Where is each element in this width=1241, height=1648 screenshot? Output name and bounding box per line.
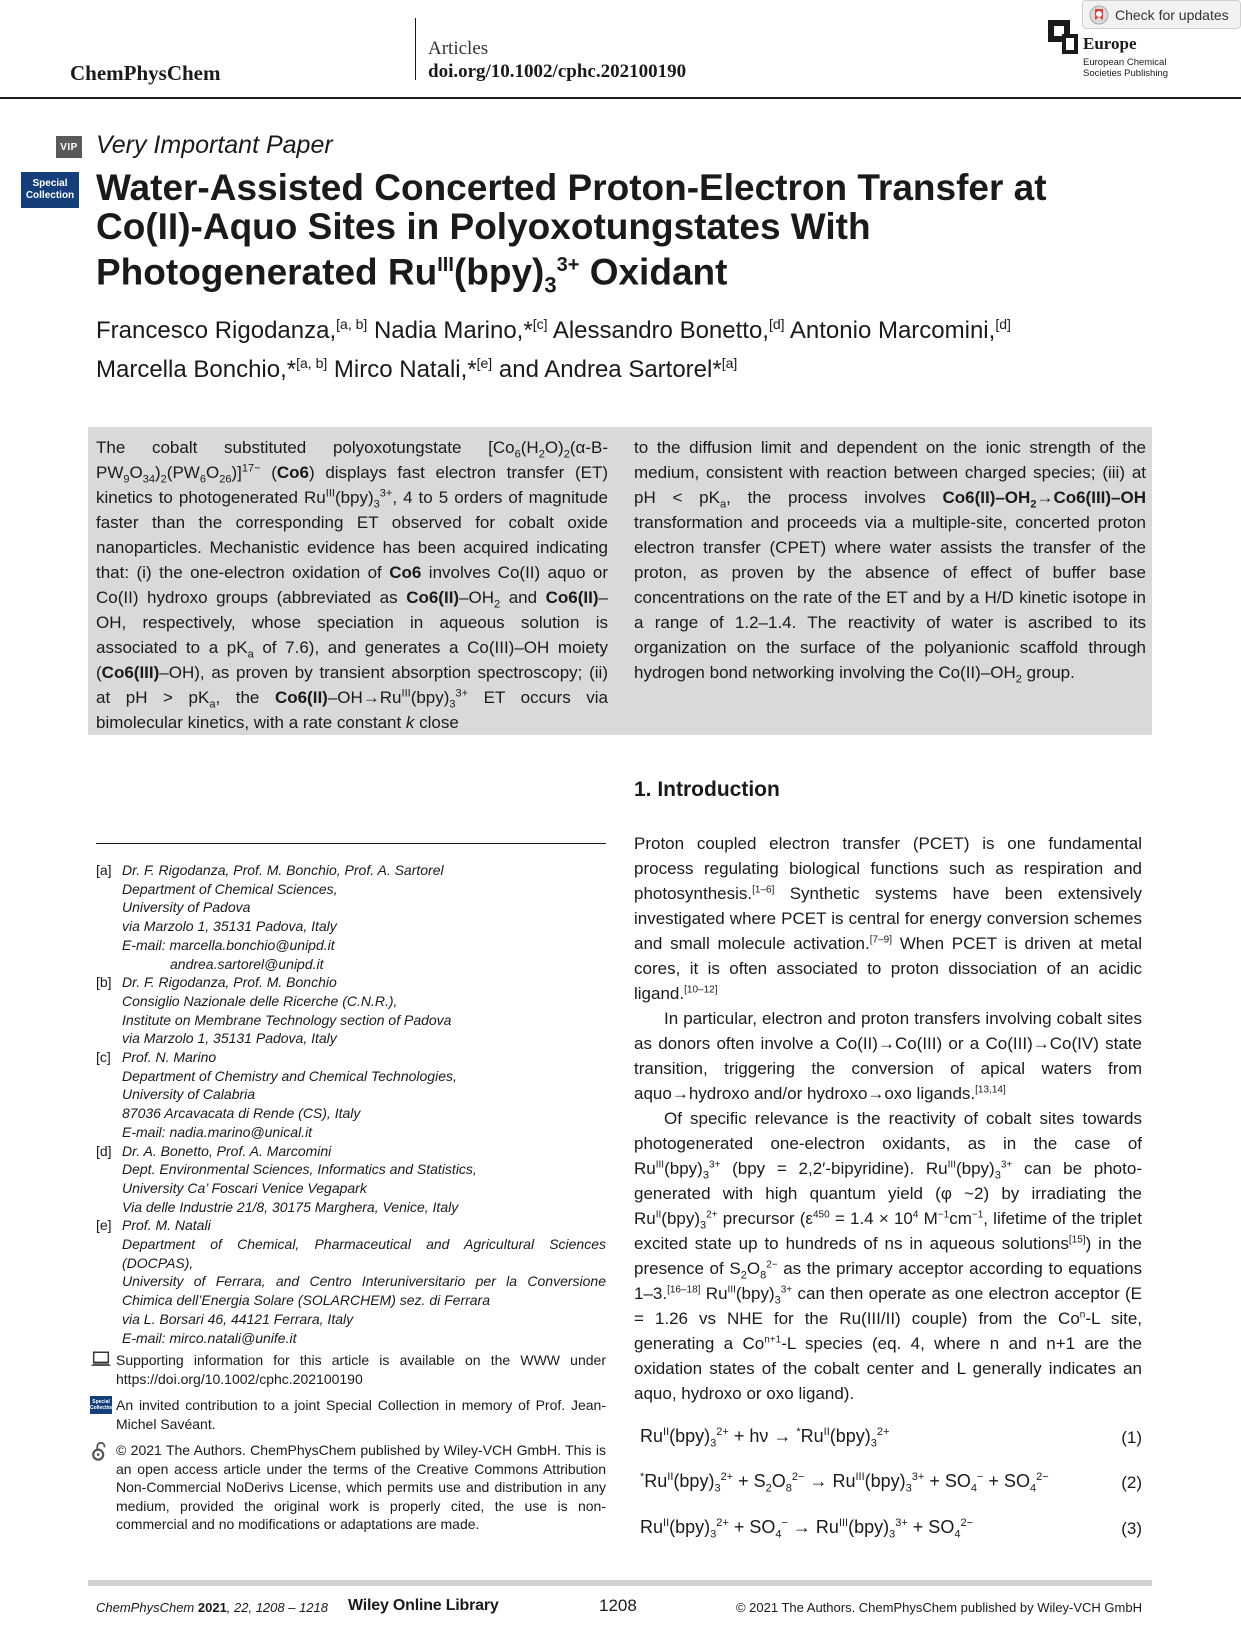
eq-sub: 4 bbox=[1029, 1482, 1037, 1495]
affiliation-line: Dr. A. Bonetto, Prof. A. Marcomini bbox=[122, 1142, 332, 1159]
abstract-sup: 17− bbox=[241, 462, 261, 475]
affiliation-line: Institute on Membrane Technology section of Padova bbox=[122, 1011, 452, 1028]
equation-number: (1) bbox=[1121, 1428, 1142, 1447]
eq-sub: 3 bbox=[889, 1528, 896, 1541]
body-text: (bpy) bbox=[955, 1159, 995, 1178]
abstract-sup: 3+ bbox=[379, 487, 393, 500]
eq-sup: * bbox=[796, 1426, 801, 1438]
affiliation-line: via Marzolo 1, 35131 Padova, Italy bbox=[122, 918, 337, 935]
body-text: In particular, electron and proton transfers involving cobalt sites as donors often involve a Co(II)→Co(III) or a Co(III)→Co(IV) state transition, triggering the conversion of apical waters from aquo→hydroxo and/or hydroxo→oxo ligands. bbox=[634, 1009, 1142, 1103]
publisher-logo-sub-line1: European Chemical bbox=[1083, 57, 1167, 68]
abstract-text: –OH→Ru bbox=[327, 688, 402, 707]
abstract-text: The cobalt substituted polyoxotungstate [Co bbox=[96, 438, 515, 457]
body-sup: −1 bbox=[971, 1209, 984, 1221]
publisher-logo-subtitle bbox=[1083, 57, 1168, 79]
affiliation-email[interactable]: E-mail: marcella.bonchio@unipd.it bbox=[122, 936, 335, 953]
eq-sup: II bbox=[823, 1426, 830, 1438]
equation-expression bbox=[640, 1517, 973, 1541]
body-sup: 3+ bbox=[1000, 1159, 1013, 1171]
special-badge-line1: Special bbox=[32, 178, 68, 189]
affiliation-line: Prof. M. Natali bbox=[122, 1217, 211, 1234]
equation-expression bbox=[640, 1471, 1049, 1495]
body-text: as the primary acceptor according to equations 1–3. bbox=[634, 1259, 1143, 1303]
vip-badge: VIP bbox=[56, 136, 82, 158]
copyright-note bbox=[90, 1441, 606, 1534]
author-sartorel[interactable]: and Andrea Sartorel* bbox=[492, 356, 722, 383]
mini-badge-line2: Collection bbox=[90, 1405, 115, 1411]
abstract-text: O bbox=[129, 463, 143, 482]
affiliation-line: Department of Chemical, Pharmaceutical and Agricultural Sciences bbox=[122, 1236, 606, 1253]
affiliation-key: [c] bbox=[96, 1049, 111, 1066]
reference-link[interactable]: [13,14] bbox=[975, 1084, 1006, 1096]
abstract-bold: →Co6(III)–OH bbox=[1036, 488, 1146, 507]
equation-number: (3) bbox=[1121, 1519, 1142, 1538]
author-affil: [e] bbox=[476, 355, 493, 371]
eq-term: Ru bbox=[640, 1517, 664, 1537]
abstract-text: O bbox=[205, 463, 220, 482]
eq-term: (bpy) bbox=[669, 1426, 711, 1446]
abstract-text: , 4 to 5 orders of magnitude faster than the corresponding ET observed for cobalt oxide nanoparticles. Mechanistic evidence has been acquired indicating that: (i) the one-electron oxidation of bbox=[96, 488, 609, 582]
body-sub: 3 bbox=[774, 1294, 781, 1307]
eq-term: + hν → bbox=[728, 1426, 797, 1446]
abstract-bold: Co6 bbox=[276, 463, 309, 482]
eq-term: + SO bbox=[983, 1471, 1030, 1491]
abstract-sub: 3 bbox=[449, 698, 456, 711]
body-sup: 450 bbox=[813, 1209, 830, 1221]
special-collection-badge[interactable] bbox=[21, 172, 79, 208]
body-text: can then operate as one electron acceptor (E = 1.26 vs NHE for the Ru(III/II) couple) from the Co bbox=[634, 1284, 1142, 1328]
affiliation-line: Dr. F. Rigodanza, Prof. M. Bonchio bbox=[122, 974, 337, 991]
reference-link[interactable]: [10–12] bbox=[684, 984, 718, 996]
body-text: , lifetime of the triplet excited state up to hundreds of ns in aqueous solutions bbox=[634, 1209, 1142, 1253]
affiliation-line: University Ca’ Foscari Venice Vegapark bbox=[122, 1179, 367, 1196]
page-number: 1208 bbox=[599, 1596, 637, 1615]
body-sup: −1 bbox=[937, 1209, 950, 1221]
introduction-heading: 1. Introduction bbox=[634, 778, 780, 801]
section-label: Articles bbox=[428, 38, 489, 59]
body-text: Proton coupled electron transfer (PCET) is one fundamental process regulating biological functions such as respiration and photosynthesis. bbox=[634, 834, 1142, 903]
body-text: Of specific relevance is the reactivity of cobalt sites towards photogenerated one-electron oxidants, as in the case of Ru bbox=[634, 1109, 1142, 1178]
affiliation-email[interactable]: E-mail: nadia.marino@unical.it bbox=[122, 1123, 313, 1140]
vip-label: Very Important Paper bbox=[96, 131, 333, 159]
eq-sub: 2 bbox=[765, 1482, 772, 1495]
footer-year: 2021 bbox=[197, 1600, 227, 1615]
body-text: (bpy) bbox=[735, 1284, 775, 1303]
abstract-text: (α-B-PW bbox=[96, 438, 608, 482]
body-text: = 1.4 × 10 bbox=[829, 1209, 913, 1228]
author-bonetto[interactable]: Alessandro Bonetto, bbox=[547, 317, 769, 344]
abstract-bold: Co6 bbox=[389, 563, 422, 582]
abstract-text: ) displays fast electron transfer (ET) kinetics to photogenerated Ru bbox=[96, 463, 608, 507]
body-text: -L site, generating a Co bbox=[634, 1309, 1142, 1353]
abstract-sub: a bbox=[719, 498, 727, 511]
eq-term: O bbox=[771, 1471, 786, 1491]
affiliation-key: [d] bbox=[96, 1142, 112, 1159]
supporting-info-note bbox=[90, 1351, 606, 1388]
body-sup: n+1 bbox=[764, 1334, 782, 1346]
paper-title bbox=[96, 168, 1176, 305]
laptop-icon bbox=[90, 1351, 116, 1373]
eq-sup: II bbox=[663, 1426, 670, 1438]
affiliation-key: [a] bbox=[96, 862, 112, 878]
supporting-info-text[interactable]: Supporting information for this article is available on the WWW under https://doi.org/10.1002/cphc.202100190 bbox=[116, 1352, 606, 1387]
affiliations bbox=[96, 861, 606, 1347]
eq-sup: 2− bbox=[791, 1471, 805, 1483]
affiliation-d bbox=[96, 1142, 606, 1217]
body-sup: 3+ bbox=[780, 1284, 793, 1296]
introduction-body bbox=[634, 831, 1142, 1406]
eq-term: (bpy) bbox=[848, 1517, 890, 1537]
eq-term: + SO bbox=[924, 1471, 971, 1491]
eq-term: (bpy) bbox=[864, 1471, 906, 1491]
eq-sub: 3 bbox=[870, 1437, 877, 1450]
author-affil: [c] bbox=[532, 316, 548, 332]
abstract-text: close bbox=[414, 713, 459, 732]
body-text: precursor (ε bbox=[717, 1209, 813, 1228]
author-affil: [a, b] bbox=[336, 316, 368, 332]
body-text: (bpy) bbox=[664, 1159, 703, 1178]
abstract-text: transformation and proceeds via a multiple-site, concerted proton electron transfer (CPET) where water assists the transfer of the proton, as proven by the absence of effect of buffer base concentrations on the rate of the ET and by a H/D kinetic isotope in a range of 1.2–1.4. The reactivity of water is ascribed to its organization on the surface of the polyanionic scaffold through hydrogen bond networking involving the Co(II)–OH bbox=[634, 513, 1146, 682]
author-affil: [a] bbox=[721, 355, 738, 371]
author-rigodanza[interactable]: Francesco Rigodanza, bbox=[96, 317, 337, 344]
abstract-text: O) bbox=[544, 438, 564, 457]
body-sub: 3 bbox=[700, 1219, 707, 1232]
eq-term: → Ru bbox=[804, 1471, 856, 1491]
abstract-text: of 7.6), and generates a Co(III)–OH moiety ( bbox=[96, 638, 608, 682]
equation-expression bbox=[640, 1426, 889, 1450]
body-sup: III bbox=[655, 1159, 665, 1171]
abstract-sup: III bbox=[325, 487, 335, 500]
body-sub: 2 bbox=[740, 1269, 747, 1282]
title-line3-c: Oxidant bbox=[579, 251, 728, 293]
title-line3-a: Photogenerated Ru bbox=[96, 251, 438, 293]
body-text: (bpy = 2,2′-bipyridine). Ru bbox=[720, 1159, 948, 1178]
abstract-sub: 2 bbox=[1015, 673, 1022, 686]
eq-sub: 4 bbox=[954, 1528, 961, 1541]
abstract-bold: Co6(II)–OH bbox=[942, 488, 1031, 507]
journal-name: ChemPhysChem bbox=[70, 61, 221, 85]
abstract-sub: 2 bbox=[563, 448, 570, 461]
equation-number: (2) bbox=[1121, 1473, 1142, 1492]
abstract-bold: Co6(II) bbox=[406, 588, 460, 607]
title-charge: 3+ bbox=[556, 254, 580, 276]
body-sub: 3 bbox=[702, 1169, 709, 1182]
footer-rule bbox=[88, 1580, 1152, 1586]
intro-paragraph-3 bbox=[634, 1106, 1142, 1406]
affiliation-key: [e] bbox=[96, 1217, 112, 1234]
eq-sup: − bbox=[976, 1471, 984, 1483]
eq-sub: 8 bbox=[785, 1482, 792, 1495]
abstract-text: –OH, respectively, whose speciation in aqueous solution is associated to a pK bbox=[96, 588, 608, 657]
abstract-text: –OH bbox=[459, 588, 495, 607]
eq-sub: 4 bbox=[970, 1482, 977, 1495]
eq-sup: III bbox=[838, 1517, 849, 1529]
abstract-sub: 2 bbox=[538, 448, 545, 461]
abstract-text: and bbox=[500, 588, 546, 607]
abstract-sub: 34 bbox=[142, 473, 155, 486]
affiliation-line: via L. Borsari 46, 44121 Ferrara, Italy bbox=[122, 1310, 354, 1327]
eq-term: Ru bbox=[644, 1471, 668, 1491]
author-marcomini[interactable]: Antonio Marcomini, bbox=[784, 317, 996, 344]
publisher-logo bbox=[1048, 20, 1238, 84]
eq-sup: 2+ bbox=[720, 1471, 734, 1483]
abstract-sub: 2 bbox=[160, 473, 167, 486]
abstract-text: –OH), as proven by transient absorption spectroscopy; (ii) at pH > pK bbox=[96, 663, 608, 707]
affiliation-line: Via delle Industrie 21/8, 30175 Marghera, Venice, Italy bbox=[122, 1198, 459, 1215]
special-collection-text: An invited contribution to a joint Special Collection in memory of Prof. Jean-Michel Savéant. bbox=[116, 1397, 606, 1432]
affiliation-line: Chimica dell’Energia Solare (SOLARCHEM) sez. di Ferrara bbox=[122, 1292, 491, 1309]
author-list bbox=[96, 308, 1176, 386]
abstract-text: , the bbox=[215, 688, 275, 707]
eq-sub: 3 bbox=[714, 1482, 721, 1495]
header-divider bbox=[415, 18, 416, 80]
body-text: Synthetic systems have been extensively investigated where PCET is central for energy conversion schemes and small molecule activation. bbox=[634, 884, 1142, 953]
body-text: (bpy) bbox=[661, 1209, 701, 1228]
affiliation-b bbox=[96, 973, 606, 1048]
eq-term: Ru bbox=[800, 1426, 824, 1446]
abstract-italic: k bbox=[405, 713, 415, 732]
eq-sup: II bbox=[663, 1517, 670, 1529]
body-text: -L species (eq. 4, where n and n+1 are the oxidation states of the cobalt center and L generally indicates an aquo, hydroxo or oxo ligand). bbox=[634, 1334, 1143, 1403]
intro-paragraph-1 bbox=[634, 831, 1142, 1006]
eq-term: (bpy) bbox=[669, 1517, 711, 1537]
eq-sup: III bbox=[855, 1471, 865, 1483]
affiliation-a bbox=[96, 861, 606, 973]
eq-term: + SO bbox=[728, 1517, 776, 1537]
abstract-sub: 6 bbox=[514, 448, 521, 461]
eq-sup: 2+ bbox=[876, 1426, 890, 1438]
abstract-text: (bpy) bbox=[410, 688, 450, 707]
eq-sup: * bbox=[640, 1471, 645, 1483]
abstract-sub: 9 bbox=[123, 473, 130, 486]
affiliation-line: Prof. N. Marino bbox=[122, 1049, 217, 1066]
author-affil: [d] bbox=[995, 316, 1011, 332]
body-sup: 3+ bbox=[708, 1159, 721, 1171]
abstract-text: to the diffusion limit and dependent on the ionic strength of the medium, consistent with reaction between charged species; (iii) at pH < pK bbox=[634, 438, 1146, 507]
abstract-sub: a bbox=[247, 648, 254, 661]
affiliation-line: Dr. F. Rigodanza, Prof. M. Bonchio, Prof. A. Sartorel bbox=[122, 862, 444, 878]
wiley-online-library-link[interactable]: Wiley Online Library bbox=[348, 1597, 499, 1614]
affiliation-c bbox=[96, 1048, 606, 1142]
title-ru-oxidation: III bbox=[437, 254, 454, 276]
special-badge-line2: Collection bbox=[25, 190, 75, 201]
doi-link[interactable]: doi.org/10.1002/cphc.202100190 bbox=[428, 61, 687, 82]
crossmark-icon bbox=[1089, 5, 1109, 25]
open-access-icon bbox=[90, 1441, 116, 1463]
equation-3 bbox=[640, 1517, 1142, 1549]
body-sup: III bbox=[727, 1284, 736, 1296]
abstract-sup: 3+ bbox=[455, 687, 469, 700]
body-sup: III bbox=[947, 1159, 956, 1171]
abstract-sub: a bbox=[209, 698, 216, 711]
footnote-rule bbox=[96, 843, 606, 844]
body-text: cm bbox=[949, 1209, 972, 1228]
header-rule bbox=[0, 97, 1241, 99]
body-sub: 3 bbox=[994, 1169, 1001, 1182]
special-collection-note bbox=[90, 1396, 606, 1433]
abstract-right-column bbox=[634, 435, 1146, 685]
special-collection-mini-icon bbox=[90, 1396, 116, 1418]
abstract-text: (PW bbox=[166, 463, 200, 482]
abstract-text: ( bbox=[260, 463, 277, 482]
eq-sub: 3 bbox=[905, 1482, 912, 1495]
mini-badge-line1: Special bbox=[92, 1399, 110, 1405]
abstract-text: group. bbox=[1021, 663, 1075, 682]
abstract-sup: III bbox=[401, 687, 411, 700]
abstract-bold: Co6(II) bbox=[545, 588, 599, 607]
body-sub: 8 bbox=[760, 1269, 767, 1282]
affiliation-line: Dept. Environmental Sciences, Informatics and Statistics, bbox=[122, 1161, 477, 1178]
affiliation-line: (DOCPAS), bbox=[122, 1254, 194, 1271]
affiliation-line: 87036 Arcavacata di Rende (CS), Italy bbox=[122, 1105, 361, 1122]
intro-paragraph-2 bbox=[634, 1006, 1142, 1106]
abstract-text: )] bbox=[231, 463, 242, 482]
reference-link[interactable]: [1–6] bbox=[752, 884, 775, 896]
body-sup: II bbox=[655, 1209, 662, 1221]
affiliation-line: via Marzolo 1, 35131 Padova, Italy bbox=[122, 1030, 337, 1047]
body-text: O bbox=[746, 1259, 761, 1278]
body-sup: 4 bbox=[912, 1209, 919, 1221]
abstract-text: , the process involves bbox=[726, 488, 943, 507]
eq-term: → Ru bbox=[787, 1517, 839, 1537]
author-bonchio[interactable]: Marcella Bonchio,* bbox=[96, 356, 297, 383]
body-text: can be photogenerated with high quantum yield (φ ~2) by irradiating the Ru bbox=[634, 1159, 1142, 1228]
abstract-text: (H bbox=[520, 438, 539, 457]
eq-term: + SO bbox=[907, 1517, 955, 1537]
abstract-sub: 3 bbox=[373, 498, 380, 511]
abstract-box bbox=[88, 427, 1152, 735]
footer-journal: ChemPhysChem bbox=[96, 1600, 198, 1615]
abstract-sub: 26 bbox=[219, 473, 232, 486]
affiliation-line: Consiglio Nazionale delle Ricerche (C.N.R.), bbox=[122, 992, 398, 1009]
eq-sup: II bbox=[667, 1471, 674, 1483]
eq-sup: 2+ bbox=[716, 1426, 729, 1438]
footer-citation bbox=[96, 1600, 328, 1615]
affiliation-line: Department of Chemical Sciences, bbox=[122, 880, 338, 897]
affiliation-line: University of Ferrara, and Centro Interuniversitario per la Conversione bbox=[122, 1273, 606, 1290]
body-text: Ru bbox=[700, 1284, 728, 1303]
affiliation-email[interactable]: andrea.sartorel@unipd.it bbox=[170, 955, 324, 972]
abstract-text: ) bbox=[155, 463, 161, 482]
reference-link[interactable]: [7–9] bbox=[869, 934, 892, 946]
abstract-sub: 2 bbox=[494, 598, 501, 611]
affiliation-key: [b] bbox=[96, 974, 112, 991]
publisher-logo-name-line2: Europe bbox=[1083, 34, 1137, 53]
reference-link[interactable]: [15] bbox=[1068, 1234, 1086, 1246]
eq-sub: 3 bbox=[710, 1528, 717, 1541]
eq-sub: 3 bbox=[710, 1437, 717, 1450]
eq-term: (bpy) bbox=[673, 1471, 715, 1491]
body-sup: n bbox=[1079, 1309, 1086, 1321]
author-natali[interactable]: Mirco Natali,* bbox=[327, 356, 477, 383]
eq-sub: 4 bbox=[775, 1528, 782, 1541]
body-text: When PCET is driven at metal cores, it is often associated to proton dissociation of an acidic ligand. bbox=[634, 934, 1142, 1003]
copyright-text: © 2021 The Authors. ChemPhysChem published by Wiley-VCH GmbH. This is an open access article under the terms of the Creative Commons Attribution Non-Commercial NoDerivs License, which permits use and distribution in any medium, provided the original work is properly cited, the use is non-commercial and no modifications or adaptations are made. bbox=[116, 1442, 606, 1533]
check-for-updates-button[interactable] bbox=[1082, 0, 1241, 29]
abstract-sub: 6 bbox=[199, 473, 206, 486]
title-sub: 3 bbox=[544, 272, 557, 298]
abstract-text: involves Co(II) aquo or Co(II) hydroxo groups (abbreviated as bbox=[96, 563, 608, 607]
footer-volume-pages: , 22, 1208 – 1218 bbox=[226, 1600, 328, 1615]
author-marino[interactable]: Nadia Marino,* bbox=[367, 317, 533, 344]
affiliation-e bbox=[96, 1216, 606, 1347]
abstract-bold: Co6(II) bbox=[274, 688, 328, 707]
author-affil: [d] bbox=[768, 316, 785, 332]
chemistry-europe-logo-icon bbox=[1048, 20, 1078, 54]
publisher-logo-sub-line2: Societies Publishing bbox=[1083, 68, 1169, 79]
author-affil: [a, b] bbox=[296, 355, 328, 371]
title-line1: Water-Assisted Concerted Proton-Electron Transfer at bbox=[96, 167, 1047, 208]
check-for-updates-label: Check for updates bbox=[1115, 6, 1229, 23]
abstract-left-column bbox=[96, 435, 608, 735]
eq-term: (bpy) bbox=[829, 1426, 871, 1446]
footer-copyright: © 2021 The Authors. ChemPhysChem published by Wiley-VCH GmbH bbox=[735, 1600, 1142, 1615]
body-text: M bbox=[918, 1209, 938, 1228]
eq-term: Ru bbox=[640, 1426, 664, 1446]
eq-sup: 3+ bbox=[895, 1517, 908, 1529]
eq-sup: − bbox=[781, 1517, 788, 1529]
body-text: ) in the presence of S bbox=[634, 1234, 1142, 1278]
reference-link[interactable]: [16–18] bbox=[667, 1284, 701, 1296]
abstract-text: (bpy) bbox=[334, 488, 374, 507]
affiliation-line: University of Padova bbox=[122, 899, 251, 916]
abstract-sub: 2 bbox=[1030, 498, 1037, 511]
body-sup: 2− bbox=[766, 1259, 778, 1271]
eq-sup: 2+ bbox=[716, 1517, 729, 1529]
eq-term: + S bbox=[733, 1471, 766, 1491]
eq-sup: 2− bbox=[960, 1517, 973, 1529]
publisher-logo-name bbox=[1083, 35, 1137, 52]
affiliation-line: Department of Chemistry and Chemical Technologies, bbox=[122, 1067, 457, 1084]
eq-sup: 3+ bbox=[911, 1471, 925, 1483]
equation-2 bbox=[640, 1471, 1142, 1503]
affiliation-email[interactable]: E-mail: mirco.natali@unife.it bbox=[122, 1329, 297, 1346]
abstract-text: ET occurs via bimolecular kinetics, with a rate constant bbox=[96, 688, 608, 732]
title-line3-b: (bpy) bbox=[453, 251, 545, 293]
body-sup: 2+ bbox=[706, 1209, 718, 1221]
eq-sup: 2− bbox=[1036, 1471, 1049, 1483]
affiliation-line: University of Calabria bbox=[122, 1086, 256, 1103]
abstract-bold: Co6(III) bbox=[101, 663, 160, 682]
equation-1 bbox=[640, 1426, 1142, 1458]
title-line2: Co(II)-Aquo Sites in Polyoxotungstates With bbox=[96, 206, 871, 247]
